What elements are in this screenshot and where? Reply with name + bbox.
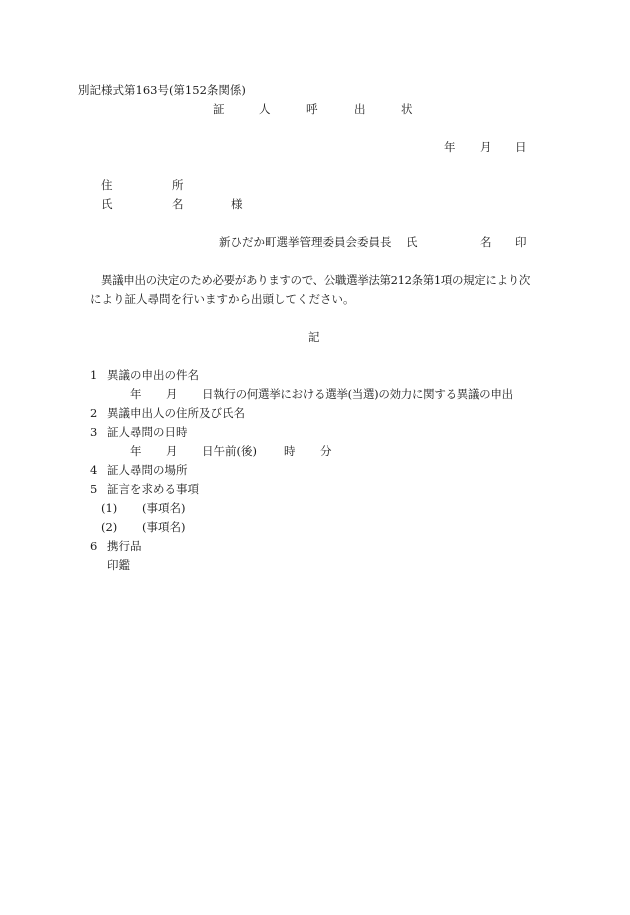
address-label-char: 所 [172,178,184,192]
title-char: 出 [354,102,366,116]
issuer-name-char: 氏 [406,235,418,249]
item-year: 年 [130,444,142,458]
item-day-ampm: 日午前(後) [202,444,257,458]
item-number: 2 [90,406,98,420]
item-label: 証人尋問の場所 [107,463,188,477]
form-number: 別記様式第163号(第152条関係) [78,83,246,97]
item-label: 証人尋問の日時 [107,425,188,439]
sub-item-text: (事項名) [142,501,186,515]
item-minute: 分 [320,444,332,458]
item-label: 異議申出人の住所及び氏名 [107,406,245,420]
name-label-char: 名 [172,197,184,211]
note-heading: 記 [308,330,320,344]
honorific: 様 [231,197,243,211]
issuer-title: 新ひだか町選挙管理委員会委員長 [219,235,392,249]
name-label-char: 氏 [101,197,113,211]
body-line-1: 異議申出の決定のため必要がありますので、公職選挙法第212条第1項の規定により次 [101,273,531,287]
title-char: 呼 [306,102,318,116]
item-month: 月 [166,387,178,401]
title-char: 人 [259,102,271,116]
sub-item-number: (2) [101,520,118,534]
body-line-2: により証人尋問を行いますから出頭してください。 [90,292,355,306]
sub-item-text: (事項名) [142,520,186,534]
item-number: 6 [90,539,98,553]
address-label-char: 住 [101,178,113,192]
item-label: 証言を求める事項 [107,482,199,496]
sub-item-number: (1) [101,501,118,515]
item-month: 月 [166,444,178,458]
date-year: 年 [444,140,456,154]
item-year: 年 [130,387,142,401]
date-month: 月 [480,140,492,154]
date-day: 日 [515,140,527,154]
item-number: 1 [90,368,98,382]
seal-mark: 印 [515,235,527,249]
item-detail: 日執行の何選挙における選挙(当選)の効力に関する異議の申出 [202,387,513,401]
item-number: 5 [90,482,98,496]
item-number: 4 [90,463,98,477]
item-label: 異議の申出の件名 [107,368,199,382]
item-number: 3 [90,425,98,439]
item-hour: 時 [284,444,296,458]
item-label: 携行品 [107,539,142,553]
item-value: 印鑑 [107,558,130,572]
issuer-name-char: 名 [480,235,492,249]
title-char: 状 [401,102,413,116]
title-char: 証 [213,102,225,116]
